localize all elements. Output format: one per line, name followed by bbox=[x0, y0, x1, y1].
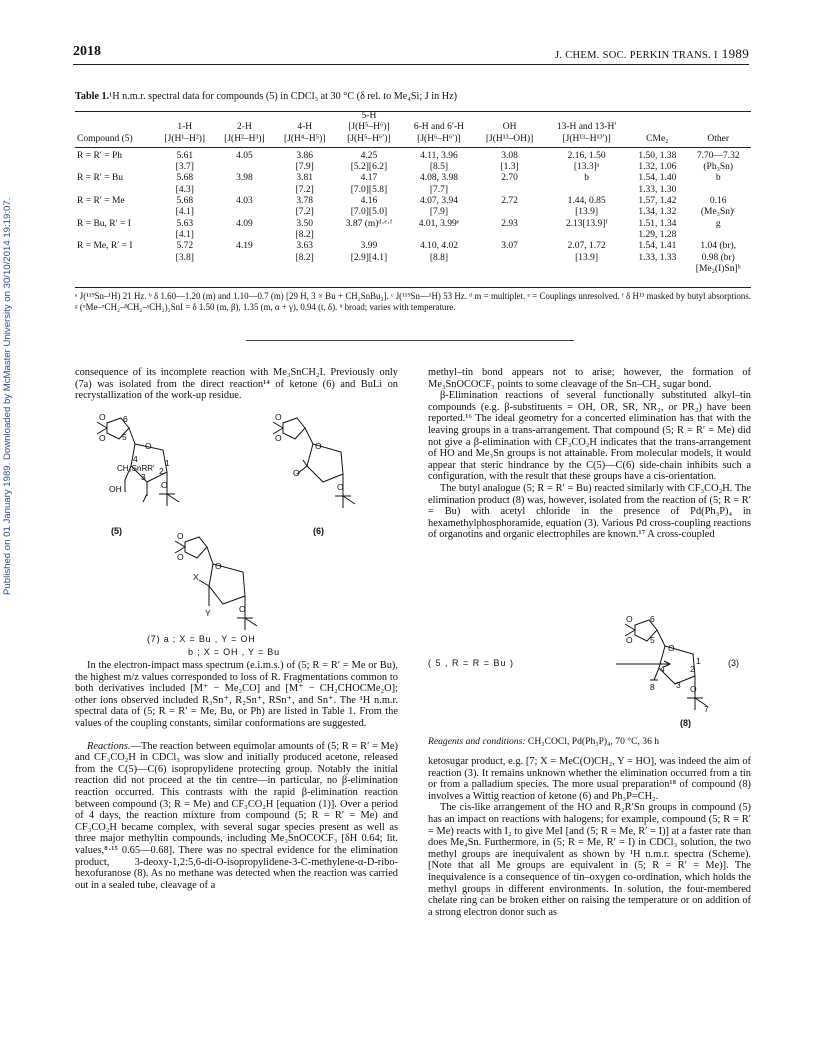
svg-text:2: 2 bbox=[690, 664, 695, 674]
table-cell: 1.32, 1.06 bbox=[638, 162, 677, 173]
table-cell bbox=[629, 264, 685, 275]
svg-text:1: 1 bbox=[165, 458, 170, 468]
table-cell: [7.0][5.0] bbox=[350, 207, 388, 218]
svg-text:6: 6 bbox=[123, 414, 128, 424]
reactions-heading: Reactions. bbox=[87, 740, 131, 752]
table-cell: 3.99 bbox=[360, 241, 378, 252]
table-cell: 4.11, 3.96 bbox=[420, 150, 458, 161]
paragraph: The butyl analogue (5; R = R′ = Bu) reacted similarly with CF₃CO₂H. The elimination product (8) was, however, isolated from the reaction of (5; R = R′ = Bu) with acetyl chloride in the presence of Pd(Ph₃P)₄ in hexamethylphosphoramide, equation (3). Various Pd cross-coupling reactions of organotins and organic electrophiles are known.¹⁷ A cross-coupled bbox=[428, 482, 751, 541]
table-row bbox=[75, 241, 751, 252]
table-header-cell: 1-H bbox=[177, 122, 193, 133]
table-cell: 4.17 bbox=[360, 173, 378, 184]
table-header-cell: 13-H and 13-H′ bbox=[556, 122, 617, 133]
paragraph: Reactions.—The reaction between equimolar amounts of (5; R = R′ = Me) and CF₃CO₂H in CDCl₃ was slow and initially produced acetone, released from the C(5)—C(6) isopropylidene protecting group. Notably the initial reaction did not proceed at the tin centre—in particular, no β-elimination reaction occurred. This contrasts with the rapid β-elimination reaction between compound (3; R = Me) and CF₃CO₂H [equation (1)]. Over a period of 4 days, the reaction mixture from compound (5; R = R′ = Me) and CF₃CO₂H became complex, with several sugar species present as well as three major methyltin compounds, including Me₃SnOCOCF₃ [δH 0.64; lit. values,⁸·¹⁵ 0.65—0.68]. There was no spectral evidence for the elimination product, 3-deoxy-1,2:5,6-di-O-isopropylidene-3-C-methylene-α-D-ribo-hexofuranose (8). As no methane was detected when the reaction was carried out in a sealed tube, cleavage of a bbox=[75, 740, 398, 891]
table-cell: 1.51, 1.34 bbox=[638, 218, 677, 229]
table-cell bbox=[475, 230, 544, 241]
left-column-top bbox=[75, 367, 398, 402]
svg-text:X: X bbox=[193, 572, 199, 582]
table-cell: 3.87 (m)ᵈ·ᵉ·ᶠ bbox=[345, 218, 393, 229]
table-cell: [13.9] bbox=[575, 252, 599, 263]
compound-6-label: (6) bbox=[313, 526, 324, 536]
table-cell: 4.10, 4.02 bbox=[419, 241, 458, 252]
table-cell: [7.0][5.8] bbox=[350, 184, 388, 195]
table-cell: 4.09 bbox=[236, 218, 253, 229]
journal-name: J. CHEM. SOC. PERKIN TRANS. I 1989 bbox=[554, 46, 749, 61]
table-cell: 4.01, 3.99ᵉ bbox=[418, 218, 460, 229]
table-header-cell: 2-H bbox=[237, 122, 252, 133]
table-top-rule bbox=[75, 111, 751, 112]
svg-text:O: O bbox=[626, 614, 633, 624]
page-number: 2018 bbox=[73, 44, 101, 59]
table-cell: 0.98 (br) bbox=[701, 252, 735, 263]
right-column-bottom bbox=[428, 756, 751, 918]
table-cell: 3.63 bbox=[296, 241, 314, 252]
table-row bbox=[75, 185, 751, 196]
table-cell: (Me₃Sn)ᶜ bbox=[700, 207, 736, 218]
table-cell: b bbox=[715, 173, 721, 184]
table-header-cell: [J(H¹³–OH)] bbox=[485, 133, 534, 144]
reactant-label: ( 5 , R = R = Bu ) bbox=[428, 658, 515, 668]
table-cell bbox=[75, 253, 155, 264]
table-cell: 1.54, 1.41 bbox=[638, 241, 677, 252]
table-cell bbox=[75, 162, 155, 173]
table-header-cell: Other bbox=[707, 133, 730, 144]
table-header-cell: [J(H²–H³)] bbox=[224, 133, 265, 144]
right-column-top bbox=[428, 367, 751, 541]
table-row bbox=[75, 264, 751, 275]
svg-text:3: 3 bbox=[676, 680, 681, 690]
reagents-text: CH₃COCl, Pd(Ph₃P)₄, 70 °C, 36 h bbox=[525, 736, 660, 747]
table-cell: 4.08, 3.98 bbox=[419, 173, 458, 184]
compound-7b-label: b ; X = OH , Y = Bu bbox=[188, 647, 280, 657]
svg-text:OH: OH bbox=[109, 484, 122, 494]
table-cell: 1.29, 1.28 bbox=[638, 229, 677, 240]
table-cell: [3.8] bbox=[175, 252, 194, 263]
svg-text:5: 5 bbox=[650, 635, 655, 645]
table-cell: 2.93 bbox=[501, 218, 518, 229]
svg-text:O: O bbox=[315, 441, 322, 451]
table-cell: [8.8] bbox=[429, 252, 449, 263]
svg-text:O: O bbox=[275, 412, 282, 422]
table-cell: 3.50 bbox=[296, 218, 314, 229]
table-cell: 2.72 bbox=[501, 196, 518, 207]
reagents-caption bbox=[428, 736, 751, 748]
table-cell bbox=[544, 264, 629, 275]
equation-number: (3) bbox=[728, 658, 739, 668]
table-cell: R = R′ = Bu bbox=[77, 173, 124, 184]
table-cell: 1.33, 1.33 bbox=[638, 252, 677, 263]
table-cell bbox=[544, 185, 629, 196]
compound-5-label: (5) bbox=[111, 526, 122, 536]
table-cell bbox=[75, 264, 155, 275]
table-header-cell bbox=[155, 111, 215, 122]
table-header-cell: [J(H⁵–H⁶)] bbox=[348, 122, 390, 133]
product-label: (8) bbox=[680, 718, 691, 728]
table-cell bbox=[215, 230, 275, 241]
table-footnote: ᵃ J(¹¹⁹Sn–¹H) 21 Hz. ᵇ δ 1.60—1.20 (m) and 1.10—0.7 (m) [29 H, 3 × Bu + CH₂SnBu₃]. ᶜ J(¹¹⁹Sn—¹H) 53 Hz. ᵈ m = multiplet. ᵉ = Couplings unresolved. ᶠ δ H¹³ masked by butyl absorptions. ᵍ (ᵅMe–ᵅCH₂–ᵝCH₂–ᵞCH₂)₂SnI = δ 1.50 (m, β), 1.35 (m, α + γ), 0.94 (t, δ). ʰ broad; varies with temperature. bbox=[75, 291, 751, 312]
table-body bbox=[75, 147, 751, 275]
table-cell: 4.05 bbox=[236, 150, 253, 161]
svg-text:O: O bbox=[275, 433, 282, 443]
table-cell: g bbox=[715, 218, 721, 229]
table-header-row bbox=[75, 134, 751, 148]
table-cell bbox=[685, 230, 751, 241]
table-cell: [13.3]ᵃ bbox=[573, 162, 600, 173]
svg-text:O: O bbox=[99, 412, 106, 422]
table-header-cell bbox=[685, 122, 751, 133]
table-cell: 1.34, 1.32 bbox=[638, 207, 677, 218]
table-cell: R = R′ = Me bbox=[77, 196, 125, 207]
table-cell: 7.70—7.32 bbox=[696, 150, 740, 161]
table-cell: [7.7] bbox=[429, 184, 449, 195]
table-cell: b bbox=[584, 173, 589, 184]
compound-7a-label: (7) a ; X = Bu , Y = OH bbox=[147, 634, 256, 644]
table-caption-text: ¹H n.m.r. spectral data for compounds (5) in CDCl₃ at 30 °C (δ rel. to Me₄Si; J in Hz) bbox=[109, 91, 457, 102]
table-cell: 5.68 bbox=[176, 196, 194, 207]
table-cell: 5.72 bbox=[176, 241, 194, 252]
nmr-data-table bbox=[75, 111, 751, 275]
table-cell: 4.07, 3.94 bbox=[419, 196, 458, 207]
table-cell: 1.04 (br), bbox=[700, 241, 737, 252]
table-cell: 2.13[13.9]ᶠ bbox=[565, 218, 608, 229]
table-cell: [3.7] bbox=[175, 162, 194, 173]
svg-text:Y: Y bbox=[205, 608, 211, 618]
table-cell: 1.54, 1.40 bbox=[638, 173, 677, 184]
paragraph: The cis-like arrangement of the HO and R₂R′Sn groups in compound (5) has an impact on reactions with halogens; for example, compound (5; R = R′ = Me) reacts with I₂ to give MeI [and (5; R = Me, R′ = I)] at a faster rate than does Me₄Sn. Furthermore, in (5; R = Me, R′ = I) in CDCl₃ solution, the two methyl groups are inequivalent as shown by ¹H n.m.r. spectra (Scheme). [Note that all Me groups are equivalent in (5; R = R′ = Me)]. The inequivalence is a consequence of tin–oxygen co-ordination, which holds the methyl groups in different environments. In solution, the four-membered chelate ring can be broken either on raising the temperature or on addition of a strong electron donor such as bbox=[428, 802, 751, 918]
table-cell: 4.03 bbox=[236, 196, 253, 207]
table-header-cell: [J(H⁴–H⁵)] bbox=[283, 133, 326, 144]
table-cell: [4.3] bbox=[175, 184, 194, 195]
svg-text:3: 3 bbox=[141, 472, 146, 482]
svg-text:O: O bbox=[690, 684, 697, 694]
structures-5-6-7 bbox=[75, 410, 400, 658]
table-header-cell bbox=[544, 111, 629, 122]
table-cell: 1.57, 1.42 bbox=[638, 196, 677, 207]
paragraph: ketosugar product, e.g. [7; X = MeC(O)CH₂, Y = HO], was indeed the aim of reaction (3). It remains unknown whether the elimination occurred from a tin or from a palladium species. The more usual preparation¹⁸ of compound (8) involves a Wittig reaction of ketone (6) and Ph₃P=CH₂. bbox=[428, 756, 751, 802]
table-header-cell bbox=[75, 122, 155, 133]
table-header-cell bbox=[685, 111, 751, 122]
table-header-cell: [J(H¹–H²)] bbox=[164, 133, 206, 144]
table-cell: [7.9] bbox=[429, 207, 449, 218]
table-caption bbox=[75, 91, 457, 102]
table-header-cell bbox=[215, 111, 275, 122]
table-cell bbox=[215, 207, 275, 218]
equation-3-scheme bbox=[428, 612, 753, 732]
table-cell: 2.70 bbox=[501, 173, 518, 184]
paragraph: consequence of its incomplete reaction with Me₃SnCH₂I. Previously only (7a) was isolated from the direct reaction¹⁴ of ketone (6) and BuLi on recrystallization of the work-up residue. bbox=[75, 367, 398, 402]
table-cell: 4.19 bbox=[236, 241, 253, 252]
table-cell: [4.1] bbox=[175, 207, 194, 218]
table-cell: (Ph₃Sn) bbox=[703, 162, 734, 173]
svg-text:4: 4 bbox=[660, 664, 665, 674]
paragraph: In the electron-impact mass spectrum (e.i.m.s.) of (5; R = R′ = Me or Bu), the highest m/z values corresponded to loss of R. Fragmentations common to both derivatives included [M⁺ − Me₂CO] and [M⁺ − CH₂CHOCMe₂O]; other ions observed included R₃Sn⁺, R₂Sn⁺, RSn⁺, and Sn⁺. The ¹H n.m.r. spectral data of (5; R = R′ = Me, Bu, or Ph) are listed in Table 1. From the values of the coupling constants, similar conformations are suggested. bbox=[75, 660, 398, 729]
svg-text:4: 4 bbox=[133, 454, 138, 464]
table-header-cell bbox=[403, 111, 475, 122]
table-cell: [5.2][6.2] bbox=[350, 162, 388, 173]
table-row bbox=[75, 230, 751, 241]
svg-text:O: O bbox=[215, 561, 222, 571]
table-cell: 2.07, 1.72 bbox=[567, 241, 606, 252]
svg-text:5: 5 bbox=[122, 432, 127, 442]
paragraph: methyl–tin bond appears not to arise; however, the formation of Me₃SnOCOCF₃ points to some cleavage of the Sn–CH₂ sugar bond. bbox=[428, 367, 751, 390]
table-cell bbox=[75, 230, 155, 241]
table-cell: 2.16, 1.50 bbox=[567, 150, 606, 161]
table-cell bbox=[475, 253, 544, 264]
table-cell: 1.33, 1.30 bbox=[638, 184, 677, 195]
table-row bbox=[75, 147, 751, 162]
table-cell bbox=[335, 264, 403, 275]
table-cell: [1.3] bbox=[500, 162, 519, 173]
table-cell bbox=[215, 162, 275, 173]
table-cell: 3.07 bbox=[501, 241, 518, 252]
table-header-cell: CMe₂ bbox=[646, 133, 669, 144]
table-cell: R = R′ = Ph bbox=[77, 150, 122, 161]
table-cell bbox=[544, 230, 629, 241]
table-cell bbox=[155, 264, 215, 275]
table-cell: 3.81 bbox=[296, 173, 314, 184]
svg-text:8: 8 bbox=[650, 682, 655, 692]
left-column-bottom bbox=[75, 660, 398, 891]
table-header-cell: 6-H and 6′-H bbox=[413, 122, 464, 133]
table-cell: 4.25 bbox=[360, 150, 378, 161]
table-cell: 4.16 bbox=[360, 196, 378, 207]
table-cell bbox=[403, 230, 475, 241]
journal-year: 1989 bbox=[721, 46, 749, 61]
table-cell: [8.2] bbox=[295, 252, 314, 263]
svg-text:2: 2 bbox=[159, 466, 164, 476]
table-header-cell bbox=[75, 111, 155, 122]
download-notice[interactable]: Published on 01 January 1989. Downloaded by McMaster University on 30/10/2014 19:19:07. bbox=[2, 197, 13, 595]
table-cell bbox=[215, 185, 275, 196]
table-header-cell: Compound (5) bbox=[77, 133, 133, 144]
page-header bbox=[73, 44, 749, 65]
table-row bbox=[75, 207, 751, 218]
table-cell: [7.2] bbox=[295, 184, 314, 195]
table-cell: 0.16 bbox=[709, 196, 727, 207]
reagents-heading: Reagents and conditions: bbox=[428, 736, 526, 747]
table-cell: 3.08 bbox=[501, 150, 518, 161]
svg-text:O: O bbox=[177, 552, 184, 562]
table-cell bbox=[475, 185, 544, 196]
table-cell: R = Bu, R′ = I bbox=[77, 218, 131, 229]
section-divider bbox=[246, 340, 574, 341]
table-cell: [7.9] bbox=[295, 162, 314, 173]
table-cell bbox=[215, 264, 275, 275]
table-row bbox=[75, 196, 751, 207]
table-cell: R = Me, R′ = I bbox=[77, 241, 133, 252]
svg-text:6: 6 bbox=[650, 614, 655, 624]
table-cell: [8.5] bbox=[429, 162, 449, 173]
svg-text:O: O bbox=[337, 482, 344, 492]
svg-text:O: O bbox=[293, 468, 300, 478]
table-cell: 1.44, 0.85 bbox=[567, 196, 606, 207]
table-cell: 3.86 bbox=[296, 150, 314, 161]
table-row bbox=[75, 162, 751, 173]
table-cell: 3.98 bbox=[236, 173, 253, 184]
svg-text:O: O bbox=[668, 643, 675, 653]
table-cell: [2.9][4.1] bbox=[350, 252, 388, 263]
svg-text:7: 7 bbox=[704, 704, 709, 714]
table-cell: 3.78 bbox=[296, 196, 314, 207]
table-header-cell bbox=[274, 111, 335, 122]
svg-text:O: O bbox=[626, 635, 633, 645]
svg-text:O: O bbox=[177, 531, 184, 541]
table-bottom-rule bbox=[75, 287, 751, 288]
table-cell bbox=[75, 207, 155, 218]
table-header-cell: 4-H bbox=[297, 122, 313, 133]
table-cell bbox=[475, 207, 544, 218]
table-cell: 5.63 bbox=[176, 218, 194, 229]
table-header bbox=[75, 111, 751, 147]
ch2snr-label: CH₂SnRR′ bbox=[117, 464, 155, 473]
table-header-cell: 5-H bbox=[361, 111, 377, 121]
table-cell: 5.68 bbox=[176, 173, 194, 184]
table-header-cell: [J(H⁵–H⁶′)] bbox=[347, 133, 391, 144]
table-row bbox=[75, 219, 751, 230]
table-cell bbox=[475, 264, 544, 275]
paragraph: β-Elimination reactions of several functionally substituted alkyl–tin compounds (e.g. β-substituents = OH, OR, SR, NR₂, or PR₂) have been reported.¹⁶ The ideal geometry for a concerted elimination has that with the leaving groups in a trans-arrangement. That compound (5; R = R′ = Me) did not give a β-elimination with CF₃CO₂H indicates that the trans-arrangement of HO and Me₃Sn groups is not attainable. From molecular models, it would appear that steric hindrance by the C(5)—C(6) side-chain inhibits such a configuration, with the result that these groups have a cis-orientation. bbox=[428, 390, 751, 483]
svg-text:O: O bbox=[239, 604, 246, 614]
table-header-cell bbox=[629, 122, 685, 133]
table-cell: [13.9] bbox=[575, 207, 599, 218]
table-cell: [8.2] bbox=[295, 229, 314, 240]
svg-text:O: O bbox=[145, 441, 152, 451]
table-cell bbox=[274, 264, 335, 275]
svg-text:O: O bbox=[99, 433, 106, 443]
table-cell bbox=[403, 264, 475, 275]
table-header-cell: [J(H⁶–H⁶′)] bbox=[417, 133, 461, 144]
table-cell bbox=[685, 185, 751, 196]
table-row bbox=[75, 173, 751, 184]
table-cell: [7.2] bbox=[295, 207, 314, 218]
table-row bbox=[75, 253, 751, 264]
table-header-cell: OH bbox=[502, 122, 517, 133]
table-header-cell bbox=[629, 111, 685, 122]
table-cell: 5.61 bbox=[176, 150, 194, 161]
table-cell bbox=[335, 230, 403, 241]
table-cell: [Me₂(I)Sn]ʰ bbox=[695, 263, 741, 274]
table-header-cell: [J(H¹³–H¹³′)] bbox=[562, 133, 611, 144]
svg-text:O: O bbox=[161, 480, 168, 490]
table-header-row bbox=[75, 111, 751, 122]
table-header-row bbox=[75, 122, 751, 133]
table-cell bbox=[75, 185, 155, 196]
table-caption-label: Table 1. bbox=[75, 91, 110, 102]
table-cell: [4.1] bbox=[175, 229, 194, 240]
svg-text:1: 1 bbox=[696, 656, 701, 666]
table-cell: 1.50, 1.38 bbox=[638, 150, 677, 161]
table-header-cell bbox=[475, 111, 544, 122]
table-cell bbox=[215, 253, 275, 264]
